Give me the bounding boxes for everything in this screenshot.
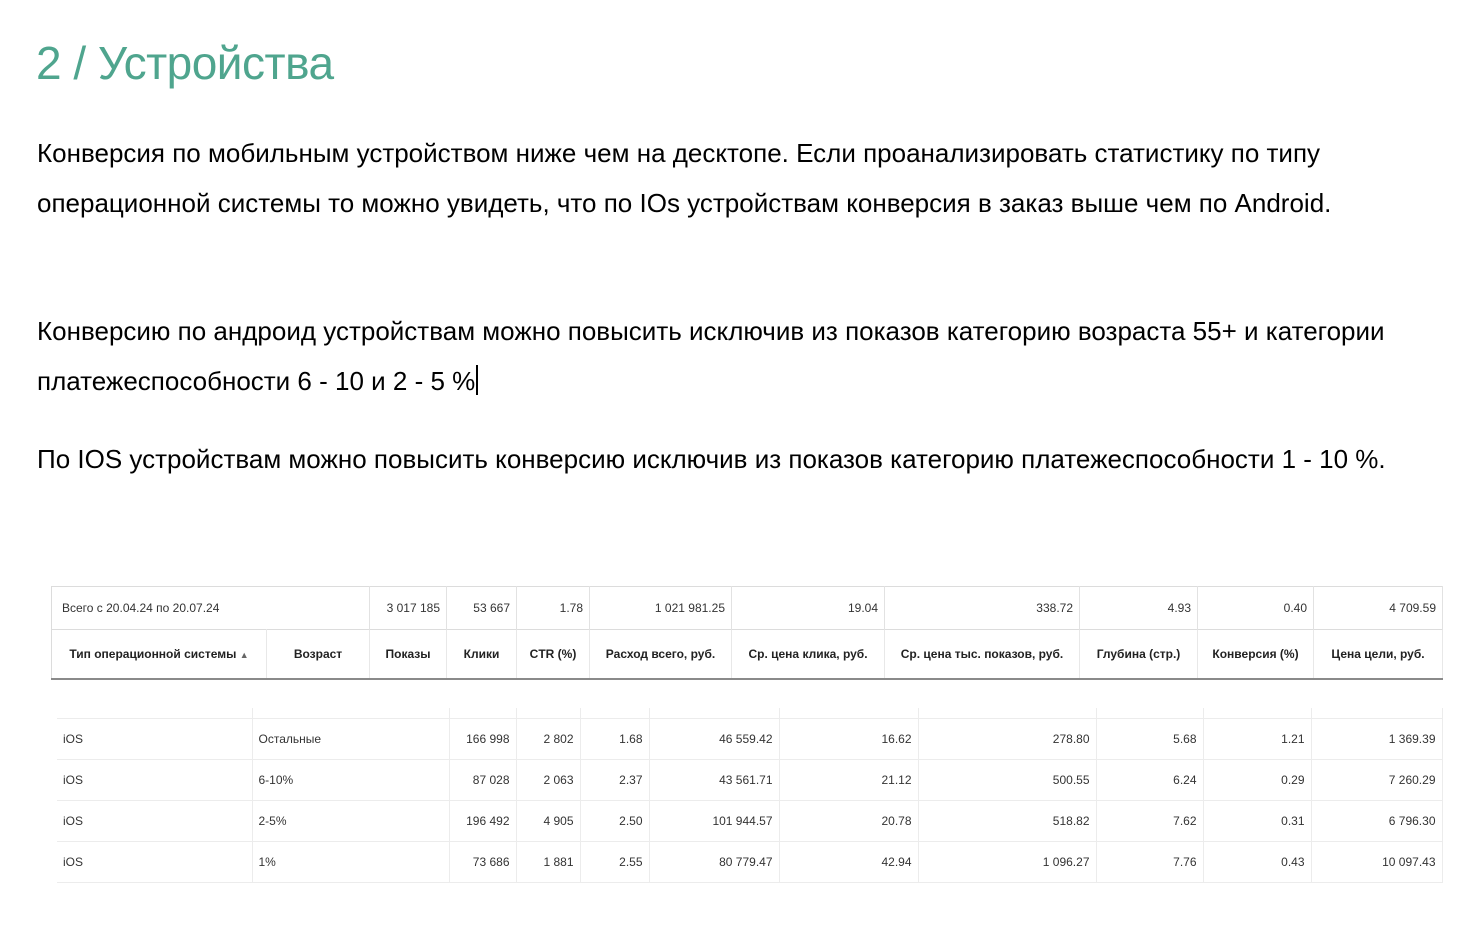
sort-asc-icon: ▲ [239, 650, 249, 660]
table-row [57, 760, 1442, 801]
col-header-ctr[interactable]: CTR (%) [517, 630, 590, 680]
col-header-clicks[interactable]: Клики [447, 630, 517, 680]
cell-impressions: 166 998 [449, 719, 516, 760]
total-cpc: 19.04 [732, 587, 885, 630]
total-impressions: 3 017 185 [370, 587, 447, 630]
text-cursor [476, 365, 478, 395]
cell-conversion: 1.21 [1203, 719, 1311, 760]
total-depth: 4.93 [1080, 587, 1198, 630]
total-goal-cost: 4 709.59 [1314, 587, 1443, 630]
cell-clicks: 4 905 [516, 801, 580, 842]
cell-cpm: 1 096.27 [918, 842, 1096, 883]
cell-conversion: 0.43 [1203, 842, 1311, 883]
table-row [57, 842, 1442, 883]
cell-clicks: 1 881 [516, 842, 580, 883]
stats-table-rows [57, 708, 1443, 883]
col-header-conversion[interactable]: Конверсия (%) [1198, 630, 1314, 680]
cell-os: iOS [57, 801, 252, 842]
cell-ctr: 1.68 [580, 719, 649, 760]
total-conversion: 0.40 [1198, 587, 1314, 630]
column-header-row [52, 630, 1443, 680]
cell-ctr: 2.55 [580, 842, 649, 883]
cell-spend: 43 561.71 [649, 760, 779, 801]
cell-depth: 6.24 [1096, 760, 1203, 801]
cell-goal-cost: 6 796.30 [1311, 801, 1442, 842]
col-header-impressions[interactable]: Показы [370, 630, 447, 680]
cell-age: 2-5% [252, 801, 449, 842]
cell-ctr: 2.37 [580, 760, 649, 801]
cell-goal-cost: 1 369.39 [1311, 719, 1442, 760]
cell-age: Остальные [252, 719, 449, 760]
col-header-os[interactable] [52, 630, 267, 680]
paragraph-ios-recommendation: По IOS устройствам можно повысить конверсию исключив из показов категорию платежеспособности 1 - 10 %. [37, 444, 1386, 474]
cell-impressions: 87 028 [449, 760, 516, 801]
table-spacer-row [57, 708, 1442, 719]
col-header-spend[interactable]: Расход всего, руб. [590, 630, 732, 680]
stats-table-body [57, 708, 1442, 883]
col-header-os-label: Тип операционной системы [69, 647, 237, 661]
cell-os: iOS [57, 842, 252, 883]
cell-spend: 101 944.57 [649, 801, 779, 842]
col-header-depth[interactable]: Глубина (стр.) [1080, 630, 1198, 680]
cell-os: iOS [57, 719, 252, 760]
total-row [52, 587, 1443, 630]
cell-depth: 7.76 [1096, 842, 1203, 883]
total-spend: 1 021 981.25 [590, 587, 732, 630]
cell-cpm: 518.82 [918, 801, 1096, 842]
table-row [57, 719, 1442, 760]
cell-age: 6-10% [252, 760, 449, 801]
page-title: 2 / Устройства [36, 37, 334, 89]
cell-impressions: 73 686 [449, 842, 516, 883]
col-header-age[interactable]: Возраст [267, 630, 370, 680]
cell-cpm: 500.55 [918, 760, 1096, 801]
col-header-cpm[interactable]: Ср. цена тыс. показов, руб. [885, 630, 1080, 680]
cell-cpm: 278.80 [918, 719, 1096, 760]
cell-depth: 5.68 [1096, 719, 1203, 760]
cell-clicks: 2 802 [516, 719, 580, 760]
total-label: Всего с 20.04.24 по 20.07.24 [52, 587, 370, 630]
cell-os: iOS [57, 760, 252, 801]
total-clicks: 53 667 [447, 587, 517, 630]
cell-spend: 46 559.42 [649, 719, 779, 760]
cell-cpc: 16.62 [779, 719, 918, 760]
cell-goal-cost: 7 260.29 [1311, 760, 1442, 801]
paragraph-devices-conversion: Конверсия по мобильным устройством ниже чем на десктопе. Если проанализировать статистику по типу операционной системы то можно увидеть, что по IOs устройствам конверсия в заказ выше чем по Android. [37, 138, 1332, 218]
stats-table-head [51, 586, 1443, 680]
cell-spend: 80 779.47 [649, 842, 779, 883]
total-ctr: 1.78 [517, 587, 590, 630]
cell-depth: 7.62 [1096, 801, 1203, 842]
cell-clicks: 2 063 [516, 760, 580, 801]
col-header-goal-cost[interactable]: Цена цели, руб. [1314, 630, 1443, 680]
cell-impressions: 196 492 [449, 801, 516, 842]
cell-ctr: 2.50 [580, 801, 649, 842]
paragraph-android-recommendation [37, 306, 1452, 406]
total-cpm: 338.72 [885, 587, 1080, 630]
cell-conversion: 0.29 [1203, 760, 1311, 801]
cell-goal-cost: 10 097.43 [1311, 842, 1442, 883]
cell-cpc: 42.94 [779, 842, 918, 883]
table-row [57, 801, 1442, 842]
stats-table-header [51, 586, 1442, 678]
cell-cpc: 20.78 [779, 801, 918, 842]
col-header-cpc[interactable]: Ср. цена клика, руб. [732, 630, 885, 680]
cell-conversion: 0.31 [1203, 801, 1311, 842]
paragraph-android-text: Конверсию по андроид устройствам можно повысить исключив из показов категорию возраста 55+ и категории платежеспособности 6 - 10 и 2 - 5 % [37, 316, 1385, 396]
cell-age: 1% [252, 842, 449, 883]
cell-cpc: 21.12 [779, 760, 918, 801]
